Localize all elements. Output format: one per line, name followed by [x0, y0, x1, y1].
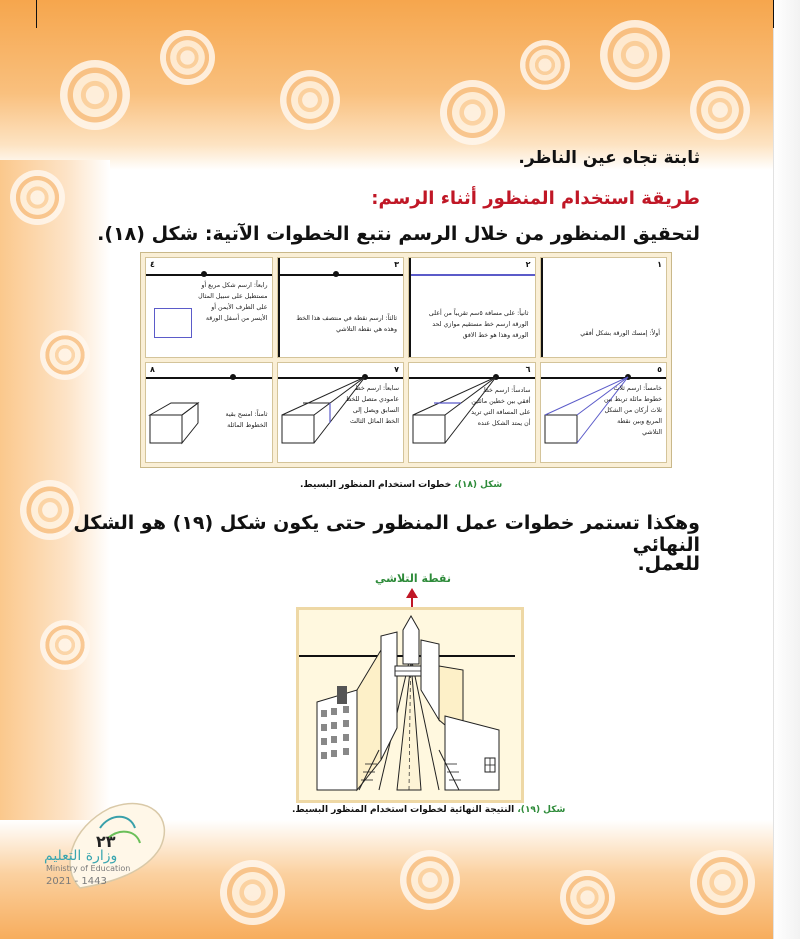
- step-panel: [277, 362, 405, 463]
- horizon-line: [278, 274, 404, 276]
- step-panel: [277, 257, 405, 358]
- figure-18-steps: [140, 252, 672, 468]
- paragraph-line: ثابتة تجاه عين الناظر.: [518, 148, 700, 168]
- step-caption: سابعاً: ارسم خط عامودي متصل للخط السابق ويصل إلى الخط المائل الثالث: [345, 385, 399, 426]
- vanishing-point-label: نقطة التلاشي: [375, 572, 451, 585]
- square-shape: [154, 308, 192, 338]
- step-panel: [540, 362, 668, 463]
- vanishing-point: [333, 271, 339, 277]
- step-caption: ثانياً: على مسافة ٥سم تقريباً من أعلى الورقة ارسم خط مستقيم موازي لحد الورقة وهذا هو خط الافق: [428, 310, 529, 340]
- flower-ornament: [690, 80, 750, 140]
- flower-ornament: [40, 620, 90, 670]
- city-perspective-drawing: [299, 610, 515, 794]
- flower-ornament: [280, 70, 340, 130]
- step-panel: [145, 257, 273, 358]
- step-caption: ثامناً: امسح بقية الخطوط المائلة: [225, 411, 268, 430]
- flower-ornament: [400, 850, 460, 910]
- flower-ornament: [440, 80, 505, 145]
- step-caption: أولاً: إمسك الورقة بشكل أفقي: [580, 330, 660, 337]
- edition-year: 2021 - 1443: [46, 876, 107, 887]
- step-number: ٨: [150, 365, 155, 374]
- flower-ornament: [60, 60, 130, 130]
- step-number: ٤: [150, 260, 155, 269]
- step-caption: خامساً: ارسم ثلاث خطوط مائلة تربط بين ثلاث أركان من الشكل المربع وبين نقطة التلاشي: [603, 385, 662, 437]
- step-panel: [408, 257, 536, 358]
- crop-mark: [773, 0, 774, 28]
- crop-mark: [36, 0, 37, 28]
- ministry-name-arabic: وزارة التعليم: [44, 848, 118, 864]
- caption-text: النتيجة النهائية لخطوات استخدام المنظور البسيط.: [292, 805, 515, 815]
- horizon-line: [409, 274, 535, 276]
- page-spine: [773, 0, 800, 939]
- horizon-line: [146, 274, 272, 276]
- page-edge-line: [409, 258, 411, 357]
- page-edge-line: [278, 258, 280, 357]
- step-caption: ثالثاً: ارسم نقطة في منتصف هذا الخط وهذه هي نقطة التلاشي: [296, 315, 397, 334]
- caption-text: خطوات استخدام المنظور البسيط.: [300, 480, 452, 490]
- paragraph-line: لتحقيق المنظور من خلال الرسم نتبع الخطوات الآتية: شكل (١٨).: [97, 223, 700, 245]
- vanishing-point: [201, 271, 207, 277]
- step-panel: [408, 362, 536, 463]
- step-number: ٢: [525, 260, 531, 269]
- flower-ornament: [600, 20, 670, 90]
- step-number: ١: [657, 260, 662, 269]
- step-caption: رابعاً: ارسم شكل مربع أو مستطيل على سبيل المثال على الطرف الأيمن أو الأيسر من أسفل الورقة: [198, 282, 268, 323]
- step-number: ٧: [394, 365, 399, 374]
- caption-label: شكل (١٨)،: [454, 480, 503, 490]
- step-number: ٥: [657, 365, 662, 374]
- flower-ornament: [220, 860, 285, 925]
- step-number: ٦: [525, 365, 531, 374]
- page-number: ٢٣: [96, 832, 116, 851]
- caption-label: شكل (١٩)،: [517, 805, 566, 815]
- figure-18-caption: [300, 480, 502, 490]
- page-edge-line: [541, 258, 543, 357]
- figure-19-city-drawing: [296, 607, 524, 803]
- paragraph-line: للعمل.: [637, 553, 700, 575]
- step-panel: [540, 257, 668, 358]
- step-panel: [145, 362, 273, 463]
- step-caption: سادساً: ارسم خط أفقي بين خطين مائلين على المسافة التي تريد أن يمتد الشكل عنده: [471, 387, 531, 428]
- flower-ornament: [520, 40, 570, 90]
- flower-ornament: [40, 330, 90, 380]
- figure-19-caption: [292, 805, 565, 815]
- section-heading: طريقة استخدام المنظور أثناء الرسم:: [371, 188, 700, 209]
- flower-ornament: [160, 30, 215, 85]
- ministry-name-english: Ministry of Education: [46, 864, 131, 873]
- step-number: ٣: [394, 260, 399, 269]
- flower-ornament: [10, 170, 65, 225]
- flower-ornament: [690, 850, 755, 915]
- paragraph-line: وهكذا تستمر خطوات عمل المنظور حتى يكون شكل (١٩) هو الشكل النهائي: [73, 512, 700, 556]
- flower-ornament: [560, 870, 615, 925]
